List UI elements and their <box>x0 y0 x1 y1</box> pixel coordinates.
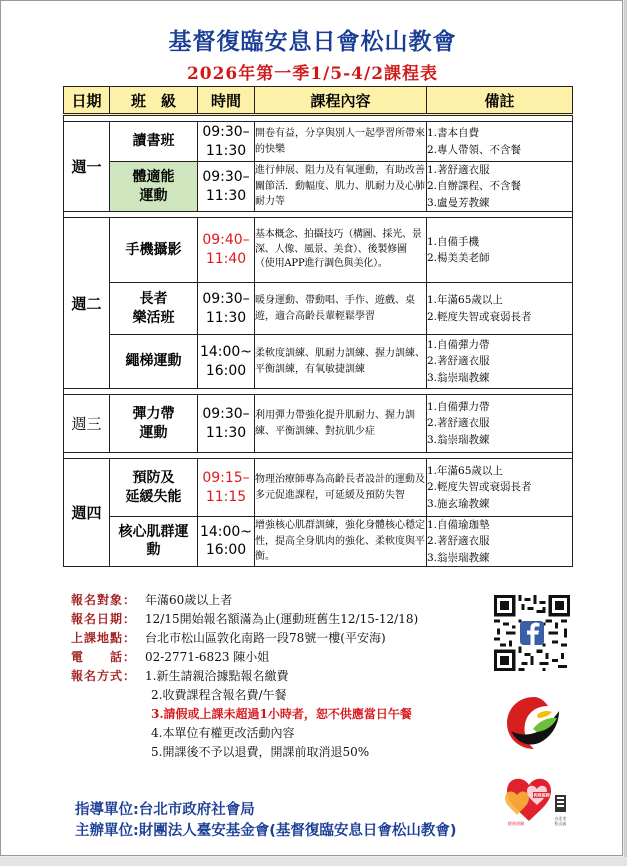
day-cell: 週二 <box>64 218 110 389</box>
class-cell: 讀書班 <box>110 122 198 162</box>
page-title: 基督復臨安息日會松山教會 <box>168 29 457 55</box>
day-cell: 週四 <box>64 459 110 567</box>
header-date: 日期 <box>64 87 110 115</box>
content-cell: 物理治療師專為高齡長者設計的運動及多元促進課程，可延緩及預防失智 <box>255 459 427 517</box>
time-cell: 14:00~ 16:00 <box>198 517 255 567</box>
time-cell: 09:40– 11:40 <box>198 218 255 283</box>
guide-unit: 指導單位:台北市政府社會局 <box>75 802 255 818</box>
content-cell: 柔軟度訓練、肌耐力訓練、握力訓練、平衡訓練，有氧敏捷訓練 <box>255 335 427 389</box>
table-header-row <box>64 87 573 115</box>
class-cell: 手機攝影 <box>110 218 198 283</box>
content-cell: 暖身運動、帶動唱、手作、遊戲、桌遊，適合高齡長輩輕鬆學習 <box>255 283 427 335</box>
note-cell: 1.自備瑜珈墊 2.著舒適衣服 3.翁崇瑞教練 <box>427 517 573 567</box>
note-cell: 1.著舒適衣服 2.自辦課程、不含餐 3.盧曼芳教練 <box>427 162 573 212</box>
table-row <box>64 122 573 162</box>
content-cell: 進行伸展、阻力及有氧運動，有助改善關節活．動幅度、肌力、肌耐力及心肺耐力等 <box>255 162 427 212</box>
info-value: 年滿60歲以上者 <box>145 593 233 607</box>
header-content: 課程內容 <box>255 87 427 115</box>
header-time: 時間 <box>198 87 255 115</box>
info-value: 1.新生請親洽據點報名繳費 <box>145 669 289 683</box>
host-unit: 主辦單位:財團法人臺安基金會(基督復臨安息日會松山教會) <box>75 823 457 839</box>
care-hearts-logo-icon <box>503 773 573 831</box>
table-row <box>64 459 573 517</box>
info-label: 電 話： <box>71 650 137 664</box>
table-row <box>64 517 573 567</box>
info-value: 12/15開始報名額滿為止(運動班舊生12/15-12/18) <box>145 612 419 626</box>
time-cell: 14:00~ 16:00 <box>198 335 255 389</box>
note-cell: 1.自備手機 2.楊美美老師 <box>427 218 573 283</box>
table-row <box>64 335 573 389</box>
info-place <box>71 629 491 648</box>
time-cell: 09:30– 11:30 <box>198 122 255 162</box>
content-cell: 基本概念、拍攝技巧（構圖、採光、景深、人像、風景、美食）、後製修圖（使用APP進行調色與美化）。 <box>255 218 427 283</box>
method-item-warning: 3.請假或上課未超過1小時者，恕不供應當日午餐 <box>151 707 412 721</box>
church-logo-icon <box>503 691 565 753</box>
viewer-gap <box>0 857 627 866</box>
schedule-table <box>63 86 573 567</box>
info-target <box>71 591 491 610</box>
logo-text: 健康照顧 <box>507 821 525 826</box>
method-item: 2.收費課程含報名費/午餐 <box>151 688 287 702</box>
note-cell: 1.年滿65歲以上 2.輕度失智或衰弱長者 <box>427 283 573 335</box>
registration-info <box>71 591 491 762</box>
info-label: 報名方式： <box>71 669 137 683</box>
logo-text: 長照服務 <box>533 792 550 798</box>
day-cell: 週一 <box>64 122 110 212</box>
info-phone <box>71 648 491 667</box>
schedule-subtitle: 2026年第一季1/5-4/2課程表 <box>186 64 439 84</box>
content-cell: 利用彈力帶強化提升肌耐力、握力訓練、平衡訓練、對抗肌少症 <box>255 395 427 453</box>
header-class: 班 級 <box>110 87 198 115</box>
table-row <box>64 218 573 283</box>
note-cell: 1.自備彈力帶 2.著舒適衣服 3.翁崇瑞教練 <box>427 395 573 453</box>
note-cell: 1.自備彈力帶 2.著舒適衣服 3.翁崇瑞教練 <box>427 335 573 389</box>
class-cell: 繩梯運動 <box>110 335 198 389</box>
method-item: 4.本單位有權更改活動內容 <box>151 726 295 740</box>
info-label: 上課地點： <box>71 631 137 645</box>
class-cell: 體適能 運動 <box>110 162 198 212</box>
info-value: 02-2771-6823 陳小姐 <box>145 650 270 664</box>
qr-code-icon <box>494 595 570 671</box>
logo-text: 松山區 <box>554 821 567 826</box>
table-row <box>64 162 573 212</box>
info-value: 台北市松山區敦化南路一段78號一樓(平安海) <box>145 631 386 645</box>
time-cell: 09:30– 11:30 <box>198 283 255 335</box>
header-note: 備註 <box>427 87 573 115</box>
info-label: 報名日期： <box>71 612 137 626</box>
class-cell: 預防及 延緩失能 <box>110 459 198 517</box>
method-item: 5.開課後不予以退費，開課前取消退50% <box>151 745 370 759</box>
note-cell: 1.年滿65歲以上 2.輕度失智或衰弱長者 3.施玄瑜教練 <box>427 459 573 517</box>
table-row <box>64 283 573 335</box>
table-row <box>64 395 573 453</box>
class-cell: 彈力帶 運動 <box>110 395 198 453</box>
note-cell: 1.書本自費 2.專人帶領、不含餐 <box>427 122 573 162</box>
day-cell: 週三 <box>64 395 110 453</box>
info-method <box>71 667 491 686</box>
info-date <box>71 610 491 629</box>
content-cell: 開卷有益，分享與別人一起學習所帶來的快樂 <box>255 122 427 162</box>
class-cell: 長者 樂活班 <box>110 283 198 335</box>
class-cell: 核心肌群運 動 <box>110 517 198 567</box>
time-cell: 09:30– 11:30 <box>198 395 255 453</box>
time-cell: 09:15– 11:15 <box>198 459 255 517</box>
logo-text: 台北市 <box>554 816 567 821</box>
info-label: 報名對象： <box>71 593 137 607</box>
time-cell: 09:30– 11:30 <box>198 162 255 212</box>
content-cell: 增強核心肌群訓練，強化身體核心穩定性，提高全身肌肉的強化、柔軟度與平衡。 <box>255 517 427 567</box>
